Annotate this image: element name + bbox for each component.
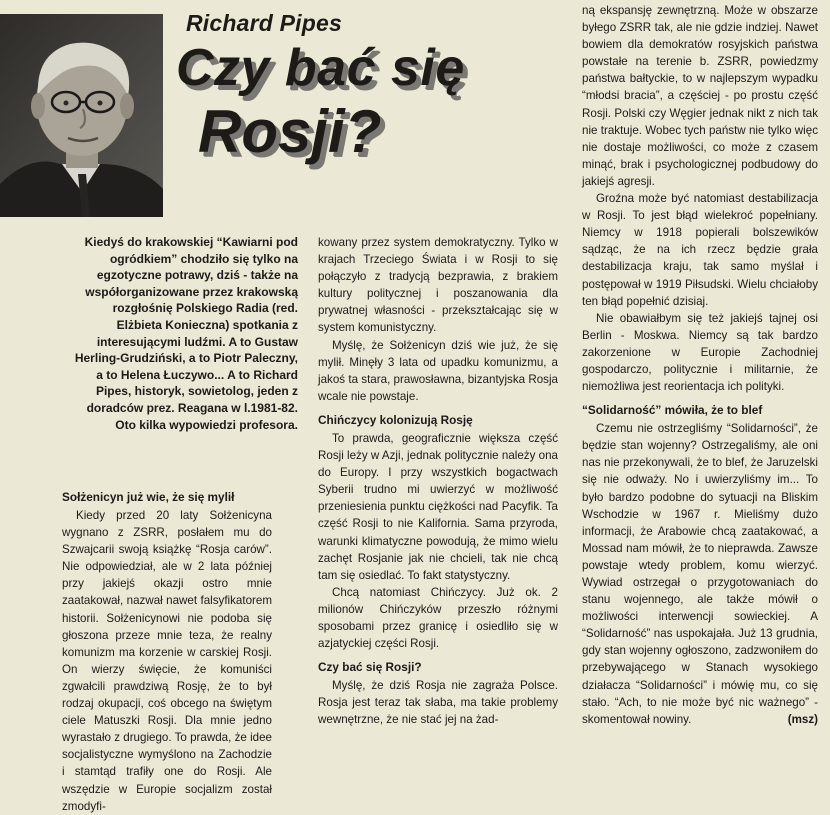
headline-line-1: Czy bać się	[176, 39, 465, 97]
paragraph: To prawda, geograficznie większa część Rosji leży w Azji, jednak politycznie należy ona do Europy. I przy wszystkich bogactwach Syberii trudno mi uwierzyć w możliwość przeniesienia punktu ciężkości nad Pacyfik. Ta część Rosji to nie Kalifornia. Sama przyroda, warunki klimatyczne powodują, że mimo wielu zachęt Rosjanie jak nie chcieli, tak nie chcą tam się osiedlać. To fakt statystyczny.	[318, 431, 558, 582]
section-heading-solidarity: “Solidarność” mówiła, że to blef	[582, 403, 763, 418]
paragraph: Chcą natomiast Chińczycy. Już ok. 2 milionów Chińczyków przeszło różnymi sposobami przez granicę i osiedliło się w azjatyckiej części Rosji.	[318, 585, 558, 651]
author-photo	[0, 14, 163, 217]
paragraph: ną ekspansję zewnętrzną. Może w obszarze byłego ZSRR tak, ale nie gdzie indziej. Nawet bowiem dla demokratów rosyjskich państwa powstałe na terenie b. ZSRR, powiedzmy państwa bałtyckie, to w najlepszym wypadku “młodsi bracia”, a częściej - po prostu część Rosji. Polski czy Węgier jednak nikt z nich tak nie traktuje. Wobec tych państw nie tylko więc nie dostaje możliwości, co może z czasem minąć, brak i psychologicznej podbudowy do jakiejś agresji.	[582, 4, 818, 188]
column-1	[62, 482, 272, 815]
paragraph: Myślę, że dziś Rosja nie zagraża Polsce. Rosja jest teraz tak słaba, ma takie problemy wewnętrzne, że nie stać jej na żad-	[318, 679, 558, 727]
column-3	[582, 2, 818, 728]
paragraph	[582, 420, 818, 728]
paragraph: Groźna może być natomiast destabilizacja w Rosji. To jest błąd wielekroć popełniany. Niemcy w 1918 popierali bolszewików sądząc, że na ich rzecz będzie grała destabilizacja kraju, tak samo myślał i postępował w 1919 Piłsudski. Wielu chciałoby ten błąd popełnić dzisiaj.	[582, 192, 818, 308]
section-heading-solzhenitsyn: Sołżenicyn już wie, że się mylił	[62, 490, 235, 504]
section-heading-chinese: Chińczycy kolonizują Rosję	[318, 412, 473, 427]
headline	[176, 39, 576, 165]
author-name: Richard Pipes	[186, 10, 342, 36]
paragraph: Myślę, że Sołżenicyn dziś wie już, że się mylił. Minęły 3 lata od upadku komunizmu, a jakoś ta stara, prawosławna, bizantyjska Rosja wcale nie powstaje.	[318, 338, 558, 403]
section-heading-fear-russia: Czy bać się Rosji?	[318, 660, 422, 675]
column-2	[318, 234, 558, 728]
paragraph-text: Czemu nie ostrzegliśmy “Solidarności”, że będzie stan wojenny? Ostrzegaliśmy, ale oni nas nie przekonywali, że to blef, że Jaruzelski się nie odważy. No i uwierzyliśmy im... To było bardzo podobne do sytuacji na Bliskim Wschodzie w 1967 r. Mieliśmy dużo informacji, że Arabowie chcą zaatakować, a Mossad nam mówił, że to nieprawda. Zawsze powstaje wtedy problem, komu wierzyć. Wywiad ostrzegał o przygotowaniach do stanu wojennego, ale także mówił o możliwości interwencji sowieckiej. A “Solidarność” nas uspokajała. Już 13 grudnia, gdy stan wojenny ogłoszono, zadzwoniłem do przebywającego w Stanach wysokiego działacza “Solidarności” i mówię mu, co się stało. “Ach, to nie może być nic ważnego” - skomentował nowiny.	[582, 422, 818, 726]
paragraph: kowany przez system demokratyczny. Tylko w krajach Trzeciego Świata i w Rosji to się połączyło z tradycją bezprawia, z brakiem kultury politycznej i poszanowania dla prywatnej własności - przekształcając się w system komunistyczny.	[318, 236, 558, 335]
headline-line-2: Rosji?	[198, 98, 382, 165]
paragraph: Nie obawiałbym się też jakiejś tajnej osi Berlin - Moskwa. Niemcy są tak bardzo zakorzenione w Europie Zachodniej gospodarczo, politycznie i militarnie, że niemożliwa jest reorientacja ich polityki.	[582, 311, 818, 394]
paragraph: Kiedy przed 20 laty Sołżenicyna wygnano z ZSRR, posłałem mu do Szwajcarii swoją książkę “Rosja carów”. Nie odpowiedział, ale w 2 lata później przy jakiejś okazji ostro mnie zaatakował, nazwał nawet falsyfikatorem historii. Sołżenicynowi nie podoba się głoszona przeze mnie teza, że realny komunizm ma korzenie w carskiej Rosji. On wierzy święcie, że komuniści zgwałcili prawdziwą Rosję, że to był rodzaj okupacji, coś obcego na świętym ciele Matuszki Rosji. Dla mnie jedno wyrastało z drugiego. To prawda, że idee socjalistyczne wymyślono na Zachodzie i stamtąd trafiły one do Rosji. Ale wszędzie w Europie socjalizm został zmodyfi-	[62, 509, 272, 813]
article-lead: Kiedyś do krakowskiej “Kawiarni pod ogródkiem” chodziło się tylko na egzotyczne potrawy, dziś - także na współorganizowane przez krakowską rozgłośnię Polskiego Radia (red. Elżbieta Konieczna) spotkania z interesującymi ludźmi. A to Gustaw Herling-Grudziński, a to Piotr Paleczny, a to Helena Łuczywo... A to Richard Pipes, historyk, sowietolog, jeden z doradców prez. Reagana w l.1981-82. Oto kilka wypowiedzi profesora.	[74, 235, 298, 432]
author-signature: (msz)	[787, 712, 818, 726]
